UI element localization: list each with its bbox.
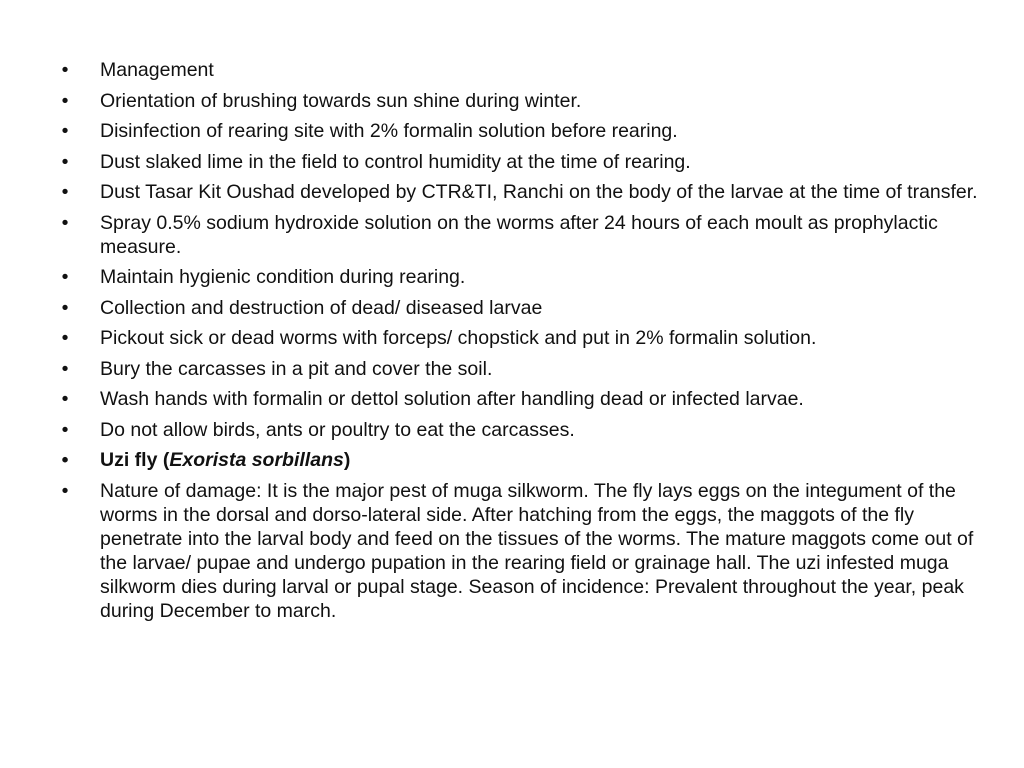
list-item bbox=[58, 89, 988, 113]
bullet-list bbox=[58, 58, 988, 629]
item-text: Pickout sick or dead worms with forceps/ chopstick and put in 2% formalin solution. bbox=[100, 327, 817, 349]
uzi-fly-heading bbox=[58, 448, 988, 472]
item-text: Maintain hygienic condition during rearing. bbox=[100, 266, 466, 288]
list-item bbox=[58, 211, 988, 259]
item-text: Disinfection of rearing site with 2% formalin solution before rearing. bbox=[100, 120, 678, 142]
uzi-heading-suffix: ) bbox=[343, 449, 351, 471]
bullet-icon: • bbox=[61, 418, 69, 441]
list-item bbox=[58, 119, 988, 143]
bullet-icon: • bbox=[61, 479, 69, 502]
bullet-icon: • bbox=[61, 357, 69, 380]
bullet-icon: • bbox=[61, 120, 69, 142]
item-text: Collection and destruction of dead/ diseased larvae bbox=[100, 296, 543, 319]
uzi-heading-prefix: Uzi fly ( bbox=[100, 449, 170, 471]
bullet-icon: • bbox=[61, 388, 69, 410]
bullet-icon: • bbox=[61, 266, 69, 288]
list-item bbox=[58, 265, 988, 289]
item-text: Spray 0.5% sodium hydroxide solution on the worms after 24 hours of each moult as prophylactic measure. bbox=[100, 211, 938, 258]
bullet-icon: • bbox=[61, 150, 69, 173]
list-item bbox=[58, 58, 988, 82]
list-item bbox=[58, 357, 988, 381]
item-text: Bury the carcasses in a pit and cover the soil. bbox=[100, 357, 493, 380]
damage-paragraph bbox=[58, 479, 988, 623]
scientific-name: Exorista sorbillans bbox=[169, 449, 344, 471]
item-text-management: Management bbox=[100, 59, 214, 81]
bullet-icon: • bbox=[61, 296, 69, 319]
bullet-icon: • bbox=[61, 211, 69, 234]
list-item bbox=[58, 296, 988, 320]
bullet-icon: • bbox=[61, 181, 69, 203]
list-item bbox=[58, 150, 988, 174]
item-text: Dust slaked lime in the field to control humidity at the time of rearing. bbox=[100, 150, 691, 173]
bullet-icon: • bbox=[61, 327, 69, 349]
bullet-icon: • bbox=[61, 59, 69, 81]
item-text: Wash hands with formalin or dettol solution after handling dead or infected larvae. bbox=[100, 388, 804, 410]
bullet-icon: • bbox=[61, 449, 69, 471]
item-text: Do not allow birds, ants or poultry to eat the carcasses. bbox=[100, 418, 575, 441]
list-item bbox=[58, 326, 988, 350]
damage-text: Nature of damage: It is the major pest of muga silkworm. The fly lays eggs on the integument of the worms in the dorsal and dorso-lateral side. After hatching from the eggs, the maggots of the fly penetrate into the larval body and feed on the tissues of the worms. The mature maggots come out of the larvae/ pupae and undergo pupation in the rearing field or grainage hall. The uzi infested muga silkworm dies during larval or pupal stage. Season of incidence: Prevalent throughout the year, peak during December to march. bbox=[100, 479, 974, 622]
list-item bbox=[58, 180, 988, 204]
item-text: Orientation of brushing towards sun shine during winter. bbox=[100, 89, 582, 112]
list-item bbox=[58, 418, 988, 442]
bullet-icon: • bbox=[61, 89, 69, 112]
item-text: Dust Tasar Kit Oushad developed by CTR&TI, Ranchi on the body of the larvae at the time of transfer. bbox=[100, 181, 978, 203]
list-item bbox=[58, 387, 988, 411]
